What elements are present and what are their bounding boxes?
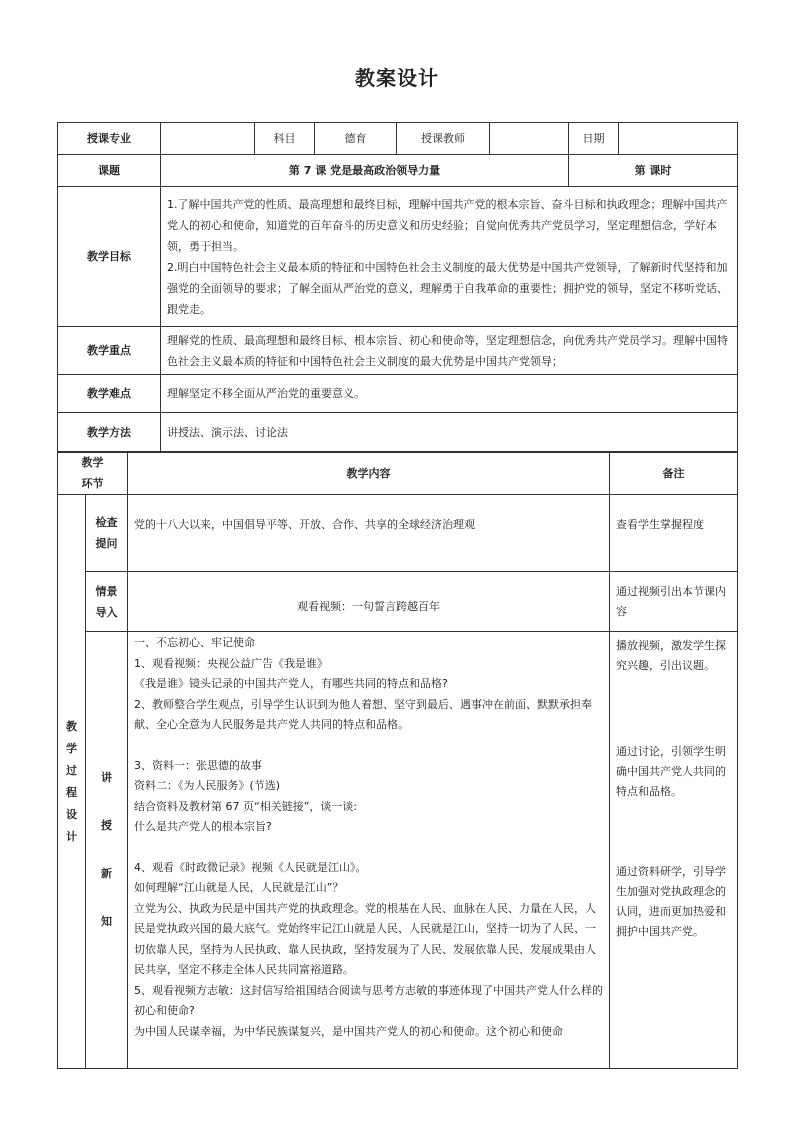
stage-char: 导入 [95,605,118,619]
objective-line: 1.了解中国共产党的性质、最高理想和最终目标，理解中国共产党的根本宗旨、奋斗目标和执政理念；理解中国共产党人的初心和使命，知道党的百年奋斗的历史意义和历史经验；自觉向优秀共产党员学习，坚定理想信念，学好本领，勇于担当。 [167,197,728,253]
note-line: 播放视频，激发学生探究兴趣，引出议题。 [616,639,726,672]
content-line [134,736,603,756]
content-line: 1、观看视频：央视公益广告《我是谁》 [134,656,328,670]
difficulty-text: 理解坚定不移全面从严治党的重要意义。 [161,375,738,413]
process-section-label [58,495,86,1069]
objectives-text [161,187,738,327]
period-value: 第 课时 [569,155,738,187]
content-line: 什么是共产党人的根本宗旨? [134,820,272,833]
content-line: 3、资料一：张思德的故事 [134,758,262,772]
content-line [134,838,603,858]
note-line: 通过讨论，引领学生明确中国共产党人共同的特点和品格。 [616,745,726,798]
stage-check-questions [86,495,128,572]
lesson-header-table [57,122,738,453]
stage-char: 提问 [95,537,118,550]
new-knowledge-content [128,632,610,1069]
document-title: 教案设计 [355,66,439,90]
section-char: 程 [66,785,77,799]
teacher-value [490,123,569,155]
subject-label: 科目 [255,123,315,155]
key-points-text: 理解党的性质、最高理想和最终目标、根本宗旨、初心和使命等，坚定理想信念，向优秀共产党员学习。理解中国特色社会主义最本质的特征和中国特色社会主义制度的最大优势是中国共产党领导； [161,327,738,375]
stage-char: 新 [101,867,112,880]
stage-new-knowledge [86,632,128,1069]
stage-char: 情景 [95,584,118,598]
note-line: 通过资料研学，引导学生加强对党执政理念的认同，进而更加热爱和拥护中国共产党。 [616,865,726,938]
note-spacer [616,802,731,862]
stage-char: 授 [101,819,112,832]
major-value [161,123,255,155]
check-questions-note: 查看学生掌握程度 [610,495,738,572]
content-line: 一、不忘初心、牢记使命 [134,636,255,649]
section-char: 设 [66,807,77,821]
teaching-process-table [57,451,738,1069]
section-char: 过 [66,763,77,777]
check-questions-content: 党的十八大以来，中国倡导平等、开放、合作、共享的全球经济治理观 [128,495,610,572]
topic-label: 课题 [58,155,161,187]
section-char: 计 [66,829,77,843]
topic-value: 第 7 课 党是最高政治领导力量 [161,155,569,187]
scene-intro-note: 通过视频引出本节课内容 [610,572,738,632]
objective-line: 2.明白中国特色社会主义最本质的特征和中国特色社会主义制度的最大优势是中国共产党领导，了解新时代坚持和加强党的全面领导的要求；了解全面从严治党的意义，理解勇于自我革命的重要性；拥护党的领导，坚定不移听党话、跟党走。 [167,260,728,316]
content-line: 4、观看《时政微记录》视频《人民就是江山》。 [134,860,367,874]
stage-char: 知 [101,915,112,928]
methods-text: 讲授法、演示法、讨论法 [161,413,738,453]
content-line: 5、观看视频方志敏：这封信写给祖国结合阅读与思考方志敏的事迹体现了中国共产党人什么样的初心和使命? [134,983,603,1017]
stage-column-header: 教学 环节 [58,452,128,495]
content-column-header: 教学内容 [128,452,610,495]
content-line: 资料二：《为人民服务》(节选) [134,779,281,792]
content-line: 结合资料及教材第 67 页“相关链接”，谈一谈: [134,799,358,813]
notes-column-header: 备注 [610,452,738,495]
difficulty-label: 教学难点 [58,375,161,413]
section-char: 学 [66,741,77,755]
subject-value: 德育 [315,123,397,155]
content-line: 立党为公、执政为民是中国共产党的执政理念。党的根基在人民、血脉在人民、力量在人民，人民是党执政兴国的最大底气。党始终牢记江山就是人民、人民就是江山，坚持一切为了人民、一切依靠人民，坚持为人民执政、靠人民执政，坚持发展为了人民、发展依靠人民、发展成果由人民共享，坚定不移走全体人民共同富裕道路。 [134,901,596,976]
section-char: 教 [66,719,77,733]
stage-scene-intro [86,572,128,632]
date-value [619,123,738,155]
note-spacer [616,676,731,742]
stage-char: 讲 [101,771,112,784]
content-line: 为中国人民谋幸福，为中华民族谋复兴，是中国共产党人的初心和使命。这个初心和使命 [134,1024,563,1038]
teacher-label: 授课教师 [397,123,490,155]
new-knowledge-notes [610,632,738,1069]
major-label: 授课专业 [58,123,161,155]
stage-char: 检查 [95,516,118,529]
objectives-label: 教学目标 [58,187,161,327]
key-points-label: 教学重点 [58,327,161,375]
scene-intro-content: 观看视频：一句誓言跨越百年 [128,572,610,632]
date-label: 日期 [569,123,619,155]
content-line: 如何理解“江山就是人民，人民就是江山”？ [134,881,344,894]
methods-label: 教学方法 [58,413,161,453]
content-line: 《我是谁》镜头记录的中国共产党人，有哪些共同的特点和品格? [134,677,448,690]
content-line: 2、教师整合学生观点，引导学生认识到为他人着想、坚守到最后、遇事冲在前面、默默承担奉献、全心全意为人民服务是共产党人共同的特点和品格。 [134,697,592,731]
